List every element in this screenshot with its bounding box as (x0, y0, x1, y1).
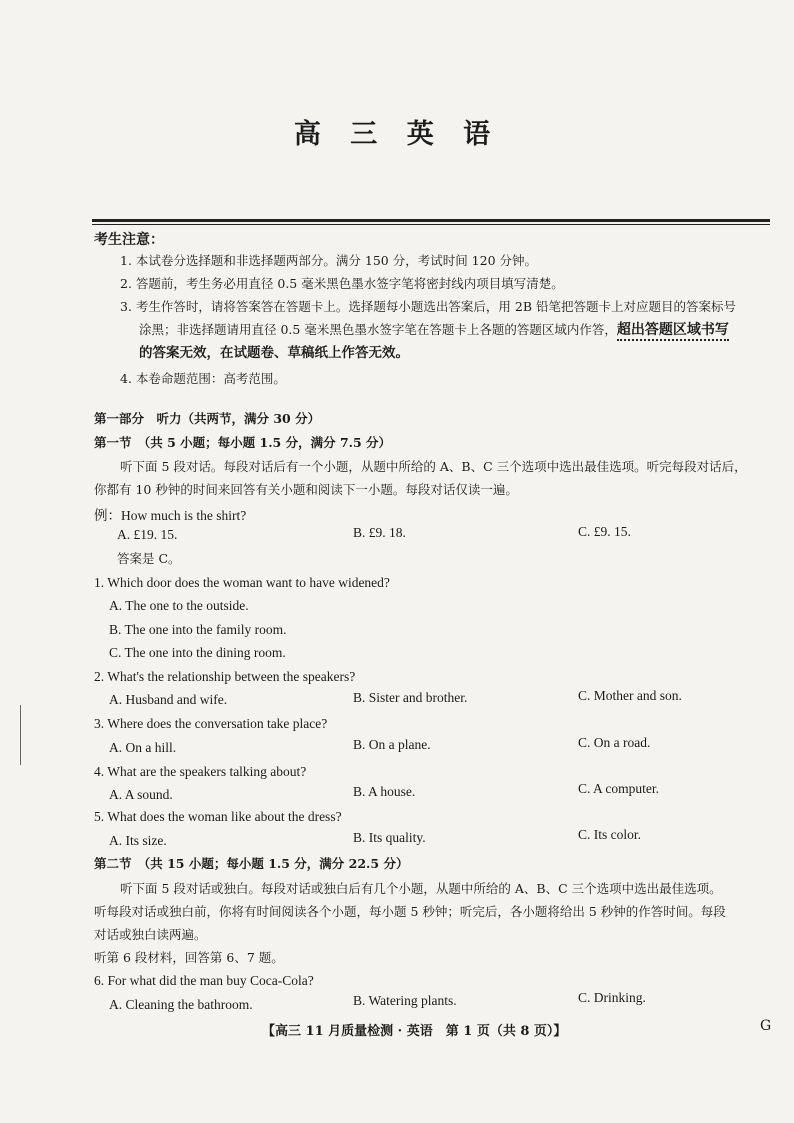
question-3: 3. Where does the conversation take place? (94, 716, 328, 731)
example-option-c: C. £9. 15. (578, 524, 631, 539)
q3-option-b: B. On a plane. (353, 737, 431, 752)
q2-option-a: A. Husband and wife. (109, 692, 228, 707)
section2-instruction-line1: 听下面 5 段对话或独白。每段对话或独白后有几个小题，从题中所给的 A、B、C 三个选项中选出最佳选项。 (120, 881, 722, 896)
q6-option-c: C. Drinking. (578, 990, 646, 1005)
notice-item-2: 2. 答题前，考生务必用直径 0.5 毫米黑色墨水签字笔将密封线内项目填写清楚。 (120, 276, 564, 291)
notice-item-3-line2-text: 涂黑；非选择题请用直径 0.5 毫米黑色墨水签字笔在答题卡上各题的答题区域内作答， (139, 322, 617, 337)
binding-line (20, 705, 21, 765)
section1-instruction-line2: 你都有 10 秒钟的时间来回答有关小题和阅读下一小题。每段对话仅读一遍。 (94, 482, 518, 497)
example-option-b: B. £9. 18. (353, 525, 406, 540)
example-option-a: A. £19. 15. (117, 527, 178, 542)
notice-item-1: 1. 本试卷分选择题和非选择题两部分。满分 150 分，考试时间 120 分钟。 (120, 253, 538, 268)
q2-option-b: B. Sister and brother. (353, 690, 468, 705)
notice-item-4: 4. 本卷命题范围：高考范围。 (120, 371, 286, 386)
q6-option-a: A. Cleaning the bathroom. (109, 997, 253, 1012)
q3-option-c: C. On a road. (578, 735, 651, 750)
q1-option-b: B. The one into the family room. (109, 622, 287, 637)
q4-option-a: A. A sound. (109, 787, 173, 802)
section2-instruction-line2: 听每段对话或独白前，你将有时间阅读各个小题，每小题 5 秒钟；听完后，各小题将给出 5 秒钟的作答时间。每段 (94, 904, 726, 919)
paper-code: G (760, 1018, 772, 1034)
notice-item-3-emphasis: 超出答题区域书写 (617, 322, 729, 341)
question-1: 1. Which door does the woman want to have widened? (94, 575, 390, 590)
q1-option-a: A. The one to the outside. (109, 598, 249, 613)
q3-option-a: A. On a hill. (109, 740, 177, 755)
section2-heading: 第二节 （共 15 小题；每小题 1.5 分，满分 22.5 分） (94, 856, 409, 871)
q4-option-c: C. A computer. (578, 781, 659, 796)
q1-option-c: C. The one into the dining room. (109, 645, 286, 660)
q4-option-b: B. A house. (353, 784, 416, 799)
question-2: 2. What's the relationship between the speakers? (94, 669, 356, 684)
part1-heading: 第一部分 听力（共两节，满分 30 分） (94, 411, 321, 426)
question-5: 5. What does the woman like about the dress? (94, 809, 342, 824)
header-rule-thin (92, 224, 770, 225)
question-6: 6. For what did the man buy Coca-Cola? (94, 973, 314, 988)
page-title: 高 三 英 语 (293, 119, 501, 150)
material-instruction: 听第 6 段材料，回答第 6、7 题。 (94, 950, 284, 965)
q5-option-a: A. Its size. (109, 833, 167, 848)
q5-option-b: B. Its quality. (353, 830, 426, 845)
q2-option-c: C. Mother and son. (578, 688, 682, 703)
section1-instruction-line1: 听下面 5 段对话。每段对话后有一个小题，从题中所给的 A、B、C 三个选项中选出最佳选项。听完每段对话后， (120, 459, 747, 474)
section1-heading: 第一节 （共 5 小题；每小题 1.5 分，满分 7.5 分） (94, 435, 392, 450)
question-4: 4. What are the speakers talking about? (94, 764, 307, 779)
notice-heading: 考生注意： (94, 232, 164, 248)
example-question: 例：How much is the shirt? (94, 508, 247, 523)
page-footer: 【高三 11 月质量检测 · 英语 第 1 页（共 8 页）】 (262, 1024, 567, 1039)
q5-option-c: C. Its color. (578, 827, 641, 842)
section2-instruction-line3: 对话或独白读两遍。 (94, 927, 207, 942)
example-answer: 答案是 C。 (117, 551, 181, 566)
notice-item-3-line3: 的答案无效，在试题卷、草稿纸上作答无效。 (139, 345, 409, 361)
notice-item-3-line1: 3. 考生作答时，请将答案答在答题卡上。选择题每小题选出答案后，用 2B 铅笔把答题卡上对应题目的答案标号 (120, 299, 736, 314)
header-rule-thick (92, 219, 770, 222)
notice-item-3-line2 (139, 321, 729, 339)
q6-option-b: B. Watering plants. (353, 993, 457, 1008)
